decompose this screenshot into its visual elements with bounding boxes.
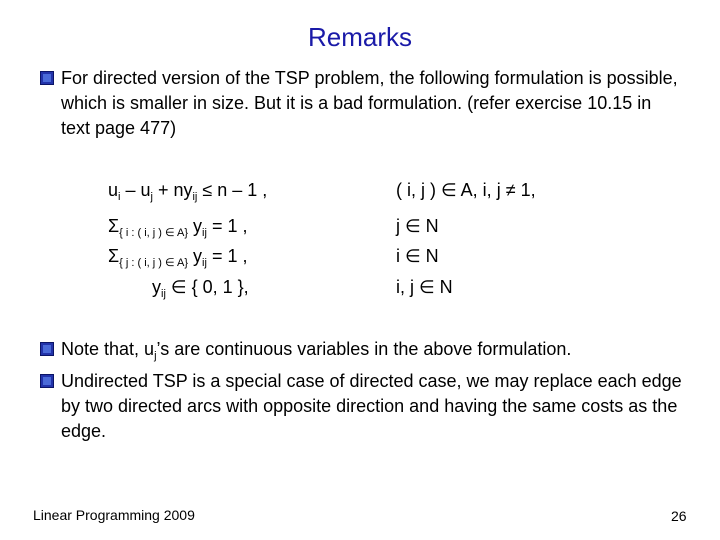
square-bullet-icon [40,342,54,356]
formula-condition: j ∈ N [396,216,439,236]
footer-course: Linear Programming 2009 [33,507,195,523]
formula-condition: i, j ∈ N [396,277,453,297]
slide-title: Remarks [307,22,412,52]
formula-lhs: $\Sigma_{\{ j : ( i, j ) \in A\}}$ $y_{ij} = 1$ , [108,246,248,269]
bullet-text: Undirected TSP is a special case of directed case, we may replace each edge by two directed arcs with opposite direction and having the same costs as the edge. [61,371,682,441]
formula-lhs: $\Sigma_{\{ i : ( i, j ) \in A\}}$ $y_{ij} = 1$ , [108,216,248,239]
formula-row-4 [108,277,668,303]
bullet-undirected-tsp [40,369,700,444]
square-bullet-icon [40,71,54,85]
bullet-directed-tsp [40,66,680,141]
formula-row-3 [108,246,668,272]
formula-row-2 [108,216,668,242]
formula-lhs: $u_i - u_j + ny_{ij} \le n - 1$ , [108,180,268,203]
page-number: 26 [671,508,687,524]
formula-row-1 [108,180,668,206]
formula-condition: ( i, j ) ∈ A, i, j ≠ 1, [396,180,536,200]
formula-lhs: $y_{ij}$ ∈ { 0, 1 }, [152,277,249,300]
square-bullet-icon [40,374,54,388]
formula-condition: i ∈ N [396,246,439,266]
bullet-text: Note that, $u_j’s$ are continuous variables in the above formulation. [61,339,572,362]
bullet-text: For directed version of the TSP problem, the following formulation is possible, which is smaller in size. But it is a bad formulation. (refer exercise 10.15 in text page 477) [61,68,678,138]
bullet-continuous-note [40,337,680,369]
